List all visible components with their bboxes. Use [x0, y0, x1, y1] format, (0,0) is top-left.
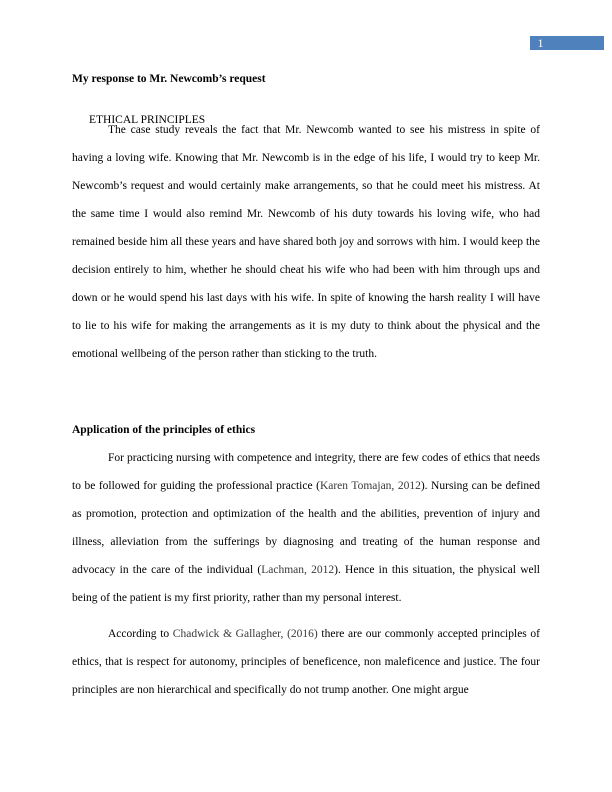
p2-text-before: According to	[108, 628, 173, 640]
citation-chadwick-gallagher: Chadwick & Gallagher, (2016)	[172, 628, 318, 640]
p1-text-after: ). Hence in this situation, the physical well being of the patient is my first priority, rather than my personal interest.	[72, 564, 540, 604]
citation-tomajan: Karen Tomajan, 2012	[319, 480, 421, 492]
section-heading-application: Application of the principles of ethics	[72, 424, 256, 436]
section-heading-response: My response to Mr. Newcomb’s request	[72, 73, 266, 85]
ethical-principles-label: ETHICAL PRINCIPLES	[89, 114, 206, 126]
page-number-bar	[530, 36, 604, 50]
citation-lachman: Lachman, 2012	[261, 564, 335, 576]
response-paragraph: The case study reveals the fact that Mr. Newcomb wanted to see his mistress in spite of having a loving wife. Knowing that Mr. Newcomb is in the edge of his life, I would try to keep Mr. Newcomb’s request and would certainly make arrangements, so that he could meet his mistress. At the same time I would also remind Mr. Newcomb of his duty towards his loving wife, who had remained beside him all these years and have shared both joy and sorrows with him. I would keep the decision entirely to him, whether he should cheat his wife who had been with him through ups and down or he would spend his last days with his wife. In spite of knowing the harsh reality I will have to lie to his wife for making the arrangements as it is my duty to think about the physical and the emotional wellbeing of the person rather than sticking to the truth.	[72, 124, 540, 360]
application-paragraph-1	[72, 444, 540, 612]
p2-text-after: there are our commonly accepted principles of ethics, that is respect for autonomy, principles of beneficence, non maleficence and justice. The four principles are non hierarchical and specifically do not trump another. One might argue	[72, 628, 541, 696]
p1-text-before: For practicing nursing with competence and integrity, there are few codes of ethics that needs to be followed for guiding the professional practice (	[72, 452, 540, 492]
p1-text-middle: ). Nursing can be defined as promotion, protection and optimization of the health and the abilities, prevention of injury and illness, alleviation from the sufferings by diagnosing and treating of the human response and advocacy in the care of the individual (	[72, 480, 540, 576]
page-number: 1	[537, 36, 544, 50]
application-paragraph-2	[72, 620, 540, 704]
